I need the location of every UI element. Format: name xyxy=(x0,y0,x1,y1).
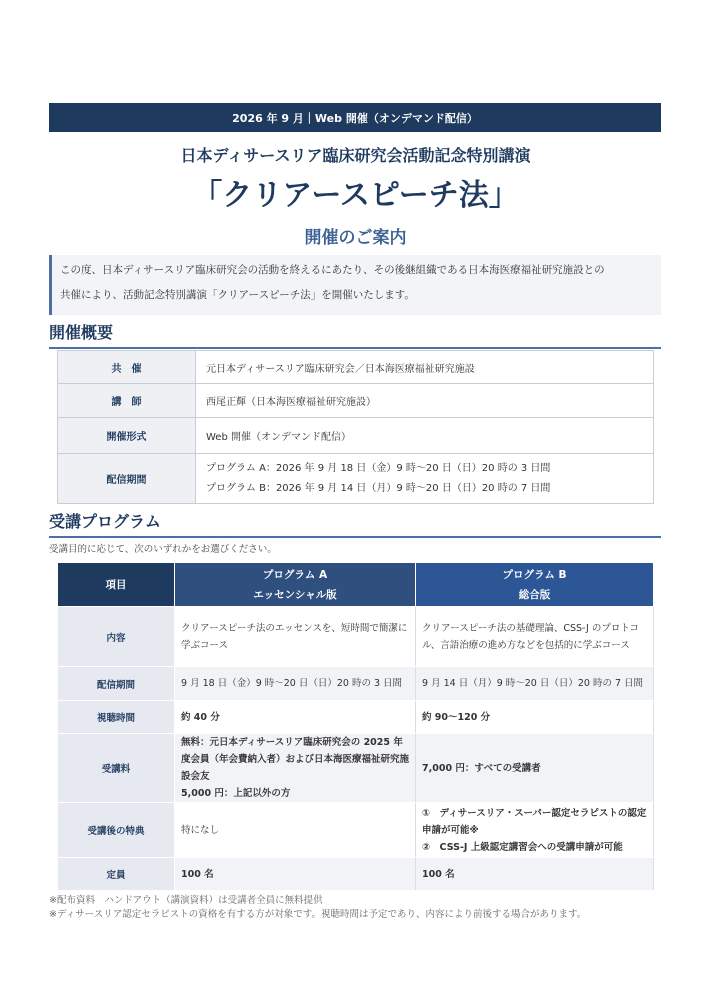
row-period xyxy=(58,667,654,701)
capacity-a: 100 名 xyxy=(175,858,416,891)
overview-value: 元日本ディサースリア臨床研究会／日本海医療福祉研究施設 xyxy=(196,351,654,384)
fee-a xyxy=(175,734,416,803)
overview-label: 講 師 xyxy=(58,384,196,418)
program-note: 受講目的に応じて、次のいずれかをお選びください。 xyxy=(49,544,277,555)
row-label: 視聴時間 xyxy=(58,701,175,734)
intro-line-2: 共催により、活動記念特別講演「クリアースピーチ法」を開催いたします。 xyxy=(60,289,415,301)
content-b: クリアースピーチ法の基礎理論、CSS-J のプロトコル、言語治療の進め方などを包括的に学ぶコース xyxy=(416,607,654,667)
overview-value xyxy=(196,454,654,504)
overview-value: 西尾正輝（日本海医療福祉研究施設） xyxy=(196,384,654,418)
row-label: 定員 xyxy=(58,858,175,891)
header-a-subtitle: エッセンシャル版 xyxy=(253,588,337,601)
date-banner: 2026 年 9 月｜Web 開催（オンデマンド配信） xyxy=(49,103,661,132)
period-program-a: プログラム A：2026 年 9 月 18 日（金）9 時〜20 日（日）20 時の 3 日間 xyxy=(206,462,551,474)
header-a-title: プログラム A xyxy=(262,568,328,581)
guide-heading: 開催のご案内 xyxy=(304,228,407,248)
overview-row-lecturer xyxy=(58,384,654,418)
benefit-b xyxy=(416,803,654,858)
benefit-a: 特になし xyxy=(175,803,416,858)
footnote-handout: ※配布資料 ハンドアウト（講演資料）は受講者全員に無料提供 xyxy=(49,895,323,906)
row-label: 受講後の特典 xyxy=(58,803,175,858)
overview-label: 配信期間 xyxy=(58,454,196,504)
header-item: 項目 xyxy=(58,563,175,607)
period-program-b: プログラム B：2026 年 9 月 14 日（月）9 時〜20 日（日）20 時の 7 日間 xyxy=(206,482,551,494)
program-header-row xyxy=(58,563,654,607)
header-b-title: プログラム B xyxy=(502,568,567,581)
fee-a-free: 無料：元日本ディサースリア臨床研究会の 2025 年度会員（年会費納入者）および日本海医療福祉研究施設会友 xyxy=(181,737,410,782)
benefit-b-item-1: ① ディサースリア・スーパー認定セラピストの認定申請が可能※ xyxy=(422,807,647,836)
viewing-a: 約 40 分 xyxy=(175,701,416,734)
period-a: 9 月 18 日（金）9 時〜20 日（日）20 時の 3 日間 xyxy=(175,667,416,701)
page-title: 「クリアースピーチ法」 xyxy=(192,178,519,213)
fee-a-paid: 5,000 円：上記以外の方 xyxy=(181,788,291,799)
overview-label: 開催形式 xyxy=(58,418,196,454)
row-content xyxy=(58,607,654,667)
overview-label: 共 催 xyxy=(58,351,196,384)
header-program-a xyxy=(175,563,416,607)
footnote-eligibility: ※ディサースリア認定セラピストの資格を有する方が対象です。視聴時間は予定であり、内容により前後する場合があります。 xyxy=(49,909,587,920)
content-a: クリアースピーチ法のエッセンスを、短時間で簡潔に学ぶコース xyxy=(175,607,416,667)
row-label: 配信期間 xyxy=(58,667,175,701)
header-program-b xyxy=(416,563,654,607)
capacity-b: 100 名 xyxy=(416,858,654,891)
viewing-b: 約 90〜120 分 xyxy=(416,701,654,734)
row-fee xyxy=(58,734,654,803)
benefit-b-item-2: ② CSS-J 上級認定講習会への受講申請が可能 xyxy=(422,841,623,853)
row-capacity xyxy=(58,858,654,891)
overview-table xyxy=(57,350,654,504)
overview-row-format xyxy=(58,418,654,454)
event-subtitle: 日本ディサースリア臨床研究会活動記念特別講演 xyxy=(180,146,531,165)
row-label: 受講料 xyxy=(58,734,175,803)
program-heading: 受講プログラム xyxy=(49,509,661,538)
program-table xyxy=(57,562,654,891)
fee-b: 7,000 円：すべての受講者 xyxy=(416,734,654,803)
period-b: 9 月 14 日（月）9 時〜20 日（日）20 時の 7 日間 xyxy=(416,667,654,701)
row-label: 内容 xyxy=(58,607,175,667)
overview-heading: 開催概要 xyxy=(49,320,661,349)
header-b-subtitle: 総合版 xyxy=(518,588,551,601)
overview-row-host xyxy=(58,351,654,384)
intro-box xyxy=(49,255,661,315)
overview-value: Web 開催（オンデマンド配信） xyxy=(196,418,654,454)
intro-line-1: この度、日本ディサースリア臨床研究会の活動を終えるにあたり、その後継組織である日本海医療福祉研究施設との xyxy=(60,264,605,276)
row-benefit xyxy=(58,803,654,858)
overview-row-period xyxy=(58,454,654,504)
row-viewing xyxy=(58,701,654,734)
